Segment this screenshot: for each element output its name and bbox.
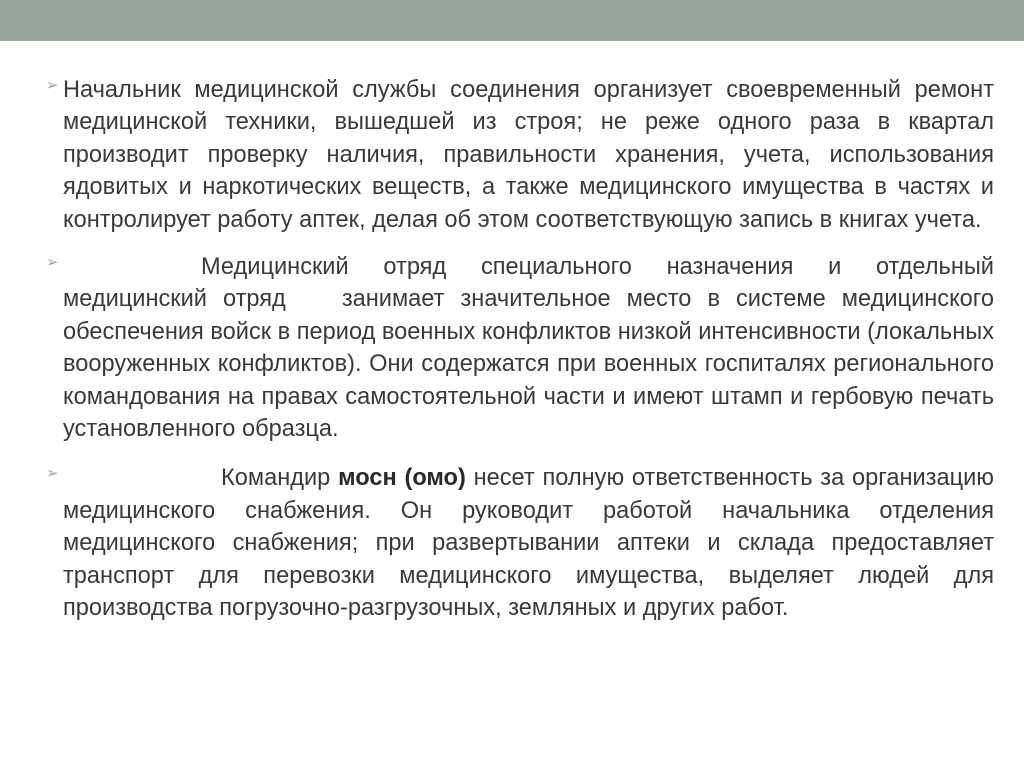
chevron-right-icon: ➢ [46, 465, 59, 483]
paragraph-3-text-after: несет полную ответственность за организацию медицинского снабжения. Он руководит работой начальника отделения медицинского снабжения; при развертывании аптеки и склада предоставляет транспорт для перевозки медицинского имущества, выделяет людей для производства погрузочно-разгрузочных, земляных и других работ. [63, 465, 994, 622]
chevron-right-icon: ➢ [46, 254, 59, 272]
slide-body [46, 74, 994, 625]
paragraph-1 [46, 74, 994, 236]
paragraph-3 [46, 462, 994, 624]
paragraph-2-text-a: Медицинский отряд специального назначения и отдельный медицинский отряд [63, 254, 994, 313]
paragraph-3-text-before: Командир [221, 465, 339, 492]
paragraph-2 [46, 251, 994, 445]
header-bar [0, 0, 1024, 41]
paragraph-3-bold-term: мосн (омо) [338, 465, 466, 492]
paragraph-2-text-b: занимает значительное место в системе медицинского обеспечения войск в период военных конфликтов низкой интенсивности (локальных вооруженных конфликтов). Они содержатся при военных госпиталях регионального командования на правах самостоятельной части и имеют штамп и гербовую печать установленного образца. [63, 286, 994, 443]
chevron-right-icon: ➢ [46, 77, 59, 94]
paragraph-1-text: Начальник медицинской службы соединения организует своевременный ремонт медицинской техники, вышедшей из строя; не реже одного раза в квартал производит проверку наличия, правильности хранения, учета, использования ядовитых и наркотических веществ, а также медицинского имущества в частях и контролирует работу аптек, делая об этом соответствующую запись в книгах учета. [63, 77, 994, 233]
